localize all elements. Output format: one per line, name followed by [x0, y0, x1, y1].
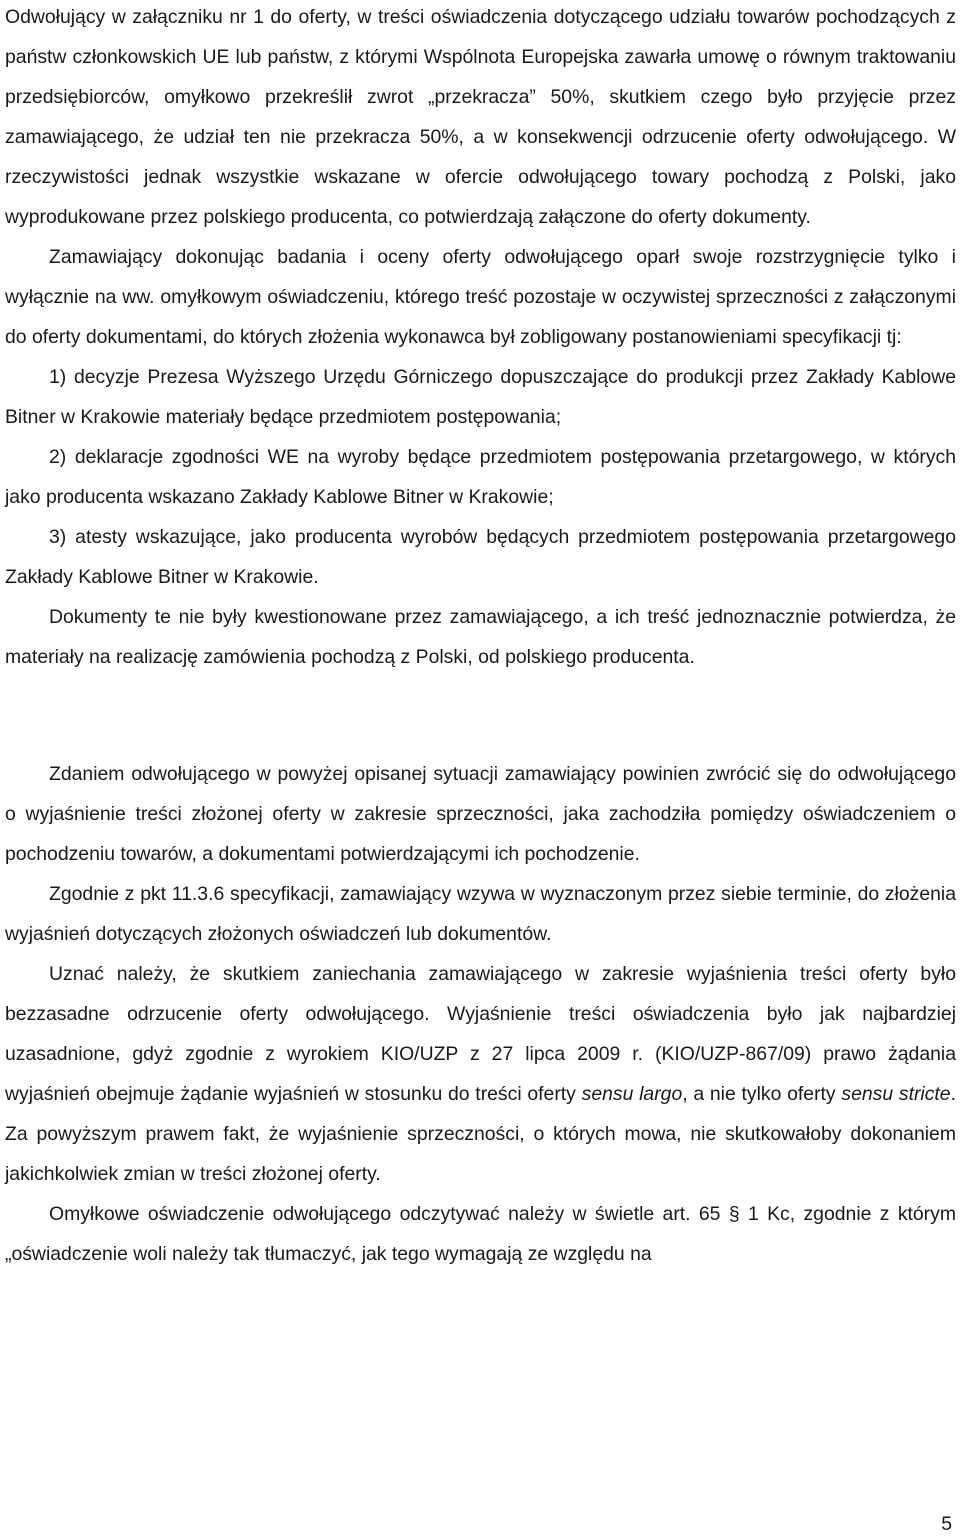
list-item-2: 2) deklaracje zgodności WE na wyroby będące przedmiotem postępowania przetargowego, w których jako producenta wskazano Zakłady Kablowe Bitner w Krakowie;	[5, 446, 956, 508]
list-item-1: 1) decyzje Prezesa Wyższego Urzędu Górniczego dopuszczające do produkcji przez Zakłady Kablowe Bitner w Krakowie materiały będące przedmiotem postępowania;	[5, 366, 956, 428]
section-sign: §	[728, 1203, 740, 1225]
paragraph-3: Dokumenty te nie były kwestionowane przez zamawiającego, a ich treść jednoznacznie potwierdza, że materiały na realizację zamówienia pochodzą z Polski, od polskiego producenta.	[5, 606, 956, 668]
page-number: 5	[941, 1513, 952, 1535]
term-sensu-stricte: sensu stricte	[841, 1083, 951, 1105]
paragraph-4: Zdaniem odwołującego w powyżej opisanej sytuacji zamawiający powinien zwrócić się do odwołującego o wyjaśnienie treści złożonej oferty w zakresie sprzeczności, jaka zachodziła pomiędzy oświadczeniem o pochodzeniu towarów, a dokumentami potwierdzającymi ich pochodzenie.	[5, 763, 956, 865]
paragraphs-top	[5, 0, 956, 677]
paragraph-6-part-1: Uznać należy, że skutkiem zaniechania zamawiającego w zakresie wyjaśnienia treści oferty było bezzasadne odrzucenie oferty odwołującego. Wyjaśnienie treści oświadczenia było jak najbardziej uzasadnione, gdyż zgodnie z wyrokiem KIO/UZP z 27 lipca 2009 r. (KIO/UZP-867/09) prawo żądania wyjaśnień obejmuje żądanie wyjaśnień w stosunku do treści oferty	[5, 963, 956, 1105]
term-sensu-largo: sensu largo	[581, 1083, 683, 1105]
paragraph-5: Zgodnie z pkt 11.3.6 specyfikacji, zamawiający wzywa w wyznaczonym przez siebie terminie, do złożenia wyjaśnień dotyczących złożonych oświadczeń lub dokumentów.	[5, 883, 956, 945]
paragraph-1: Odwołujący w załączniku nr 1 do oferty, w treści oświadczenia dotyczącego udziału towarów pochodzących z państw członkowskich UE lub państw, z którymi Wspólnota Europejska zawarła umowę o równym traktowaniu przedsiębiorców, omyłkowo przekreślił zwrot „przekracza” 50%, skutkiem czego było przyjęcie przez zamawiającego, że udział ten nie przekracza 50%, a w konsekwencji odrzucenie oferty odwołującego. W rzeczywistości jednak wszystkie wskazane w ofercie odwołującego towary pochodzą z Polski, jako wyprodukowane przez polskiego producenta, co potwierdzają załączone do oferty dokumenty.	[5, 6, 956, 228]
paragraph-6-part-2: , a nie tylko oferty	[682, 1083, 842, 1105]
paragraphs-bottom	[5, 754, 956, 1274]
paragraph-gap	[5, 677, 956, 754]
paragraph-6-part-3: . Za powyższym prawem fakt, że wyjaśnienie sprzeczności, o których mowa, nie skutkowałoby dokonaniem jakichkolwiek zmian w treści złożonej oferty.	[5, 1083, 956, 1185]
document-page	[5, 0, 956, 1274]
paragraph-7-part-2: 1 Kc, zgodnie z którym „oświadczenie woli należy tak tłumaczyć, jak tego wymagają ze względu na	[5, 1203, 956, 1265]
paragraph-7-part-1: Omyłkowe oświadczenie odwołującego odczytywać należy w świetle art. 65	[49, 1203, 729, 1225]
paragraph-2: Zamawiający dokonując badania i oceny oferty odwołującego oparł swoje rozstrzygnięcie tylko i wyłącznie na ww. omyłkowym oświadczeniu, którego treść pozostaje w oczywistej sprzeczności z załączonymi do oferty dokumentami, do których złożenia wykonawca był zobligowany postanowieniami specyfikacji tj:	[5, 246, 956, 348]
paragraph-7	[5, 1194, 956, 1274]
list-item-3: 3) atesty wskazujące, jako producenta wyrobów będących przedmiotem postępowania przetargowego Zakłady Kablowe Bitner w Krakowie.	[5, 526, 956, 588]
paragraph-6	[5, 954, 956, 1194]
